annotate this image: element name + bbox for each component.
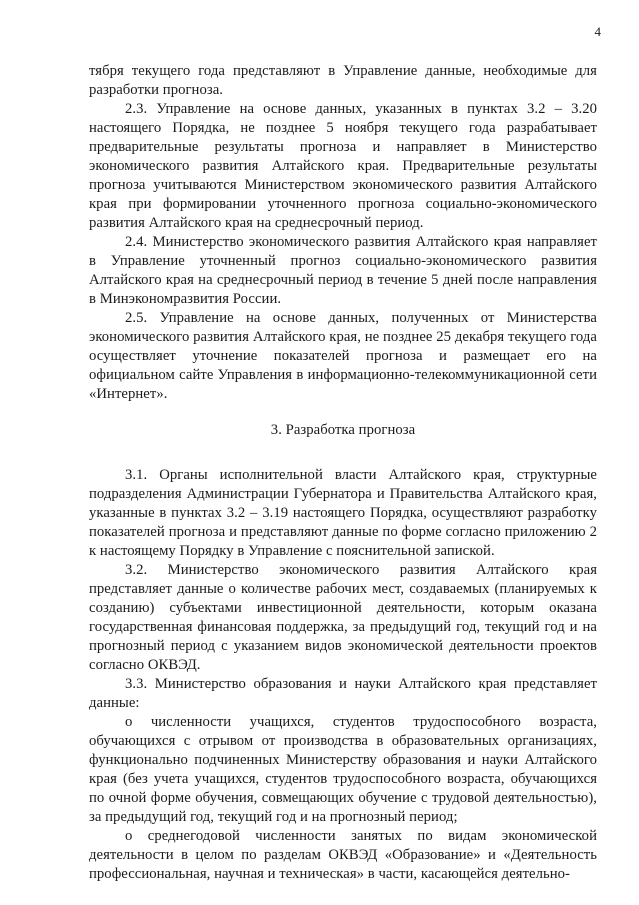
- paragraph-2-4: 2.4. Министерство экономического развития Алтайского края направляет в Управление уточненный прогноз социально-экономического развития Алтайского края на среднесрочный период в течение 5 дней после направления в Минэкономразвития России.: [89, 234, 597, 307]
- paragraph-2-5: 2.5. Управление на основе данных, полученных от Министерства экономического развития Алтайского края, не позднее 25 декабря текущего года осуществляет уточнение показателей прогноза и размещает его на официальном сайте Управления в информационно-телекоммуникационной сети «Интернет».: [89, 310, 597, 402]
- paragraph-3-3-item-1: о численности учащихся, студентов трудоспособного возраста, обучающихся с отрывом от производства в образовательных организациях, функционально подчиненных Министерству образования и науки Алтайского края (без учета учащихся, студентов трудоспособного возраста, обучающихся по очной форме обучения, совмещающих обучение с трудовой деятельностью), за предыдущий год, текущий год и на прогнозный период;: [89, 714, 597, 825]
- paragraph-3-3-item-2: о среднегодовой численности занятых по видам экономической деятельности в целом по разделам ОКВЭД «Образование» и «Деятельность профессиональная, научная и техническая» в части, касающейся деятельно-: [89, 828, 597, 882]
- paragraph-3-2: 3.2. Министерство экономического развития Алтайского края представляет данные о количестве рабочих мест, создаваемых (планируемых к созданию) субъектами инвестиционной деятельности, которым оказана государственная финансовая поддержка, за предыдущий год, текущий год и на прогнозный период с указанием видов экономической деятельности проектов согласно ОКВЭД.: [89, 562, 597, 673]
- page-number: 4: [594, 24, 601, 39]
- section-heading: 3. Разработка прогноза: [270, 422, 416, 438]
- paragraph-2-3: 2.3. Управление на основе данных, указанных в пунктах 3.2 – 3.20 настоящего Порядка, не позднее 5 ноября текущего года разрабатывает предварительные результаты прогноза и направляет в Министерство экономического развития Алтайского края. Предварительные результаты прогноза учитываются Министерством экономического развития Алтайского края при формировании уточненного прогноза социально-экономического развития Алтайского края на среднесрочный период.: [89, 101, 597, 231]
- paragraph-continuation: тября текущего года представляют в Управление данные, необходимые для разработки прогноза.: [89, 63, 597, 98]
- document-body: [89, 62, 597, 884]
- paragraph-3-1: 3.1. Органы исполнительной власти Алтайского края, структурные подразделения Администрации Губернатора и Правительства Алтайского края, указанные в пунктах 3.2 – 3.19 настоящего Порядка, осуществляют разработку показателей прогноза и представляют данные по форме согласно приложению 2 к настоящему Порядку в Управление с пояснительной запиской.: [89, 467, 597, 559]
- paragraph-3-3: 3.3. Министерство образования и науки Алтайского края представляет данные:: [89, 676, 597, 711]
